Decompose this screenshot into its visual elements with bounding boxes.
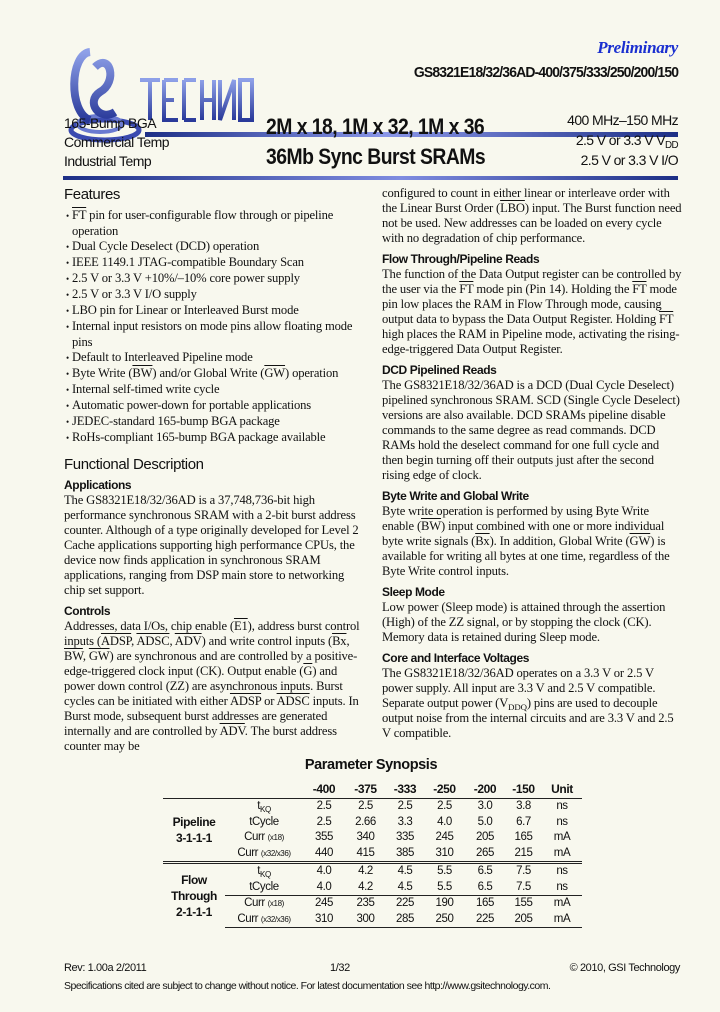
parameter-variant: (x32/x36)	[260, 848, 291, 858]
table-row	[163, 846, 582, 863]
left-column	[64, 186, 366, 754]
signal-name: $\overline{FT}$	[659, 312, 674, 326]
cell-value: 165	[514, 831, 533, 844]
text-run: The GS8321E18/32/36AD is a 37,748,736-bit high performance synchronous SRAM with a 2-bit burst address counter. Although of a type originally developed for Level 2 Cache applications supporting high performance CPUs, the device now finds application in synchronous SRAM applications, ranging from DSP main store to networking chip set support.	[64, 493, 359, 597]
text-run: ), address burst control inputs (	[64, 619, 360, 648]
features-heading: Features	[64, 186, 120, 203]
vdd-text: 2.5 V or 3.3 V V	[575, 132, 666, 148]
signal-name: E1	[233, 619, 248, 633]
text-run: mode pin (Pin 14). Holding the	[473, 282, 633, 296]
text-run: ) are synchronous and are controlled by a positive-edge-triggered clock input (CK). Output enable (	[64, 649, 358, 678]
table-row	[163, 880, 582, 896]
column-header: -150	[512, 782, 535, 796]
cell-value: 4.0	[303, 863, 345, 880]
text-run: Internal self-timed write cycle	[72, 382, 220, 396]
table-row	[163, 896, 582, 912]
document-status: Preliminary	[597, 38, 678, 57]
text-run: Dual Cycle Deselect (DCD) operation	[72, 239, 260, 253]
text-run: pin for user-configurable flow through or pipeline operation	[72, 208, 334, 238]
table-row	[163, 912, 582, 928]
signal-name: $\overline{FT}$	[459, 282, 474, 296]
row-group-label	[163, 863, 225, 928]
parameter-main: Curr	[237, 846, 261, 859]
text-run: IEEE 1149.1 JTAG-compatible Boundary Scan	[72, 255, 304, 269]
features-list	[64, 208, 366, 446]
unit-cell: ns	[556, 880, 568, 893]
signal-name: ADSC	[276, 694, 310, 708]
signal-name: $\overline{ADV}$	[219, 724, 245, 738]
parameter-variant: (x32/x36)	[260, 914, 291, 924]
frequency-range: 400 MHz–150 MHz	[567, 112, 678, 128]
text-run: high places the RAM in Pipeline mode, activating the rising-edge-triggered Data Output Register.	[382, 327, 680, 356]
text-run: RoHs-compliant 165-bump BGA package available	[72, 430, 326, 444]
cell-value: 2.5	[345, 799, 386, 815]
feature-item	[64, 430, 366, 446]
cell-value: 155	[505, 896, 542, 912]
feature-item	[64, 208, 366, 239]
signal-name: $\overline{GW}$	[264, 366, 286, 380]
cell-value: 250	[424, 912, 465, 928]
feature-item	[64, 271, 366, 287]
text-run: Addresses, data I/Os, chip enable (	[64, 619, 234, 633]
cell-value: 2.5	[316, 815, 332, 828]
text-run: Byte write operation is performed by using Byte Write enable (	[382, 504, 649, 533]
signal-name: $\overline{ADV}$	[174, 634, 202, 648]
package-line: Industrial Temp	[64, 153, 152, 169]
cell-value: 235	[345, 896, 386, 912]
cell-value: 310	[435, 846, 454, 859]
cell-value: 385	[396, 846, 414, 859]
unit-cell: mA	[542, 912, 582, 928]
table-row	[163, 863, 582, 880]
cell-value: 7.5	[516, 880, 531, 893]
parameter-name	[225, 912, 303, 928]
parameter-main: Curr	[244, 831, 268, 844]
text-run: ). In addition, Global Write (	[489, 534, 630, 548]
cell-value: 165	[465, 896, 505, 912]
empty-header	[225, 781, 303, 799]
signal-name: ADSP	[100, 634, 132, 648]
signal-name: $\overline{BW}$	[64, 649, 83, 663]
column-header: -250	[433, 782, 456, 796]
package-line: Commercial Temp	[64, 134, 170, 150]
feature-item	[64, 287, 366, 303]
subsection-heading: Applications	[64, 478, 132, 492]
text-run: The GS8321E18/32/36AD is a DCD (Dual Cycle Deselect) pipelined synchronous SRAM. SCD (Single Cycle Deselect) versions are also available. DCD SRAMs pipeline disable commands to the same degree as read commands. DCD RAMs hold the deselect command for one full cycle and then begin turning off their outputs just after the second rising edge of clock.	[382, 378, 680, 482]
text-run: The function of the Data Output register can be controlled by the user via the	[382, 267, 682, 296]
cell-value: 335	[396, 831, 414, 844]
text-run: The GS8321E18/32/36AD operates on a 3.3 V or 2.5 V power supply. All input are 3.3 V and 2.5 V compatible. Separate output power (V	[382, 666, 656, 710]
parameter-name	[225, 815, 303, 831]
unit-cell: mA	[553, 831, 571, 844]
subsection-heading: DCD Pipelined Reads	[382, 363, 497, 377]
subsection-heading: Flow Through/Pipeline Reads	[382, 252, 540, 266]
feature-item	[64, 398, 366, 414]
subsection-body	[382, 504, 682, 579]
cell-value: 5.5	[424, 863, 465, 880]
text-run: Byte Write (	[72, 366, 133, 380]
cell-value: 440	[315, 846, 333, 859]
signal-name: ADSC	[136, 634, 170, 648]
cell-value: 215	[514, 846, 533, 859]
feature-item	[64, 350, 366, 366]
cell-value: 2.5	[386, 799, 424, 815]
functional-left-sections	[64, 478, 366, 754]
text-run: . The burst address counter may be	[64, 724, 337, 753]
cell-value: 4.5	[386, 863, 424, 880]
text-run: inputs. In Burst mode, subsequent burst addresses are generated internally and are controlled by	[64, 694, 359, 738]
cell-value: 2.66	[355, 815, 376, 828]
text-run: JEDEC-standard 165-bump BGA package	[72, 414, 280, 428]
title-line: 36Mb Sync Burst SRAMs	[266, 144, 486, 169]
text-run: mode pin low places the RAM in Flow Through mode, causing output data to bypass the Data Output Register. Holding	[382, 282, 677, 326]
cell-value: 6.7	[516, 815, 531, 828]
subsection-heading: Sleep Mode	[382, 585, 445, 599]
cell-value: 205	[505, 912, 542, 928]
empty-header	[163, 781, 225, 799]
cell-value: 2.5	[424, 799, 465, 815]
page-number: 1/32	[330, 962, 350, 974]
parameter-name	[225, 799, 303, 815]
text-run: Low power (Sleep mode) is attained through the assertion (High) of the ZZ signal, or by stopping the clock (CK). Memory data is retained during Sleep mode.	[382, 600, 666, 644]
electrical-spec	[567, 110, 678, 170]
subsection-heading: Byte Write and Global Write	[382, 489, 529, 503]
cell-value: 4.2	[345, 863, 386, 880]
table-header-row	[163, 781, 582, 799]
cell-value: 3.3	[397, 815, 413, 828]
text-run: Automatic power-down for portable applications	[72, 398, 312, 412]
table-row	[163, 815, 582, 831]
group-label-line: Pipeline	[172, 815, 216, 829]
parameter-subscript: KQ	[259, 870, 271, 880]
signal-name: ADSP	[229, 694, 262, 708]
text-run: 2.5 V or 3.3 V I/O supply	[72, 287, 197, 301]
signal-name: $\overline{LBO}$	[500, 201, 525, 215]
product-title	[266, 112, 485, 172]
cell-value: 4.0	[437, 815, 452, 828]
cell-value: 225	[465, 912, 505, 928]
feature-item	[64, 303, 366, 319]
footer-notice: Specifications cited are subject to change without notice. For latest documentation see http://www.gsitechnology.com.	[64, 980, 551, 992]
footer	[64, 962, 680, 974]
unit-cell: ns	[542, 863, 582, 880]
parameter-name	[225, 896, 303, 912]
column-header: Unit	[551, 782, 573, 796]
part-number: GS8321E18/32/36AD-400/375/333/250/200/150	[413, 64, 678, 81]
controls-continuation	[382, 186, 682, 246]
parameter-name	[225, 880, 303, 896]
signal-name: $\overline{GW}$	[629, 534, 651, 548]
vio-spec: 2.5 V or 3.3 V I/O	[580, 152, 678, 168]
cell-value: 340	[356, 831, 375, 844]
parameter-variant: (x18)	[267, 899, 284, 909]
cell-value: 245	[435, 831, 454, 844]
cell-value: 415	[356, 846, 375, 859]
signal-name: $\overline{GW}$	[88, 649, 110, 663]
feature-item	[64, 255, 366, 271]
text-run: Default to Interleaved Pipeline mode	[72, 350, 253, 364]
cell-value: 285	[386, 912, 424, 928]
cell-value: 3.8	[505, 799, 542, 815]
cell-value: 245	[303, 896, 345, 912]
synopsis-title: Parameter Synopsis	[304, 757, 438, 773]
cell-value: 5.5	[437, 880, 452, 893]
parameter-main: Curr	[244, 897, 268, 910]
text-run: ) and power down control (ZZ) are asynchronous inputs. Burst cycles can be initiated with either	[64, 664, 343, 708]
group-label-line: Through	[171, 888, 217, 903]
group-label-line: 2-1-1-1	[176, 904, 212, 919]
feature-item	[64, 239, 366, 255]
group-label-line: 3-1-1-1	[176, 831, 212, 845]
functional-description-heading: Functional Description	[64, 456, 204, 473]
feature-item	[64, 382, 366, 398]
parameter-name	[225, 863, 303, 880]
functional-right-sections	[382, 252, 682, 741]
subsection-body	[64, 619, 366, 754]
text-run: ) pins are used to decouple output noise from the internal circuits and are 3.3 V and 2.5 V compatible.	[382, 696, 674, 740]
cell-value: 265	[476, 846, 494, 859]
parameter-main: Curr	[237, 912, 261, 925]
cell-value: 2.5	[303, 799, 345, 815]
cell-value: 300	[345, 912, 386, 928]
column-header: -333	[393, 782, 417, 796]
parameter-name	[225, 846, 303, 863]
column-header: -375	[354, 782, 377, 796]
package-info	[64, 114, 169, 171]
cell-value: 6.5	[477, 880, 493, 893]
table-row	[163, 830, 582, 846]
text-run: Internal input resistors on mode pins allow floating mode pins	[72, 319, 353, 349]
column-header: -400	[312, 782, 336, 796]
subsection-body	[64, 493, 366, 598]
cell-value: 225	[386, 896, 424, 912]
feature-item	[64, 319, 366, 350]
cell-value: 190	[424, 896, 465, 912]
parameter-main: tCycle	[249, 880, 279, 893]
vdd-sub: DD	[665, 140, 678, 151]
group-label-line: Flow	[181, 872, 207, 887]
text-run: ) input. The Burst function need not be used. New addresses can be loaded on every cycle with no degradation of chip performance.	[382, 201, 682, 245]
row-group-label	[163, 799, 225, 863]
cell-value: 4.0	[316, 880, 332, 893]
cell-value: 5.0	[477, 815, 493, 828]
right-column	[382, 186, 682, 741]
package-line: 165-Bump BGA	[64, 115, 157, 131]
parameter-synopsis-table	[163, 781, 582, 928]
signal-name: $\overline{BW}$	[421, 519, 442, 533]
text-run: DDQ	[508, 702, 527, 712]
title-line: 2M x 18, 1M x 32, 1M x 36	[266, 114, 485, 139]
subsection-heading: Core and Interface Voltages	[382, 651, 530, 665]
unit-cell: mA	[553, 846, 571, 859]
cell-value: 4.2	[358, 880, 373, 893]
subsection-body	[382, 378, 682, 483]
text-run: ,	[169, 634, 175, 648]
subsection-body	[382, 600, 682, 645]
signal-name: $\overline{G}$	[303, 664, 313, 678]
cell-value: 4.5	[397, 880, 413, 893]
parameter-subscript: KQ	[259, 805, 271, 815]
feature-item	[64, 414, 366, 430]
section-divider	[63, 176, 678, 180]
text-run: configured to count in either linear or interleave order with the Linear Burst Order (	[382, 186, 670, 215]
revision: Rev: 1.00a 2/2011	[64, 962, 147, 974]
text-run: ) operation	[285, 366, 339, 380]
signal-name: $\overline{Bx}$	[475, 534, 490, 548]
table-row	[163, 799, 582, 815]
unit-cell: mA	[542, 896, 582, 912]
parameter-variant: (x18)	[267, 833, 284, 843]
signal-name: $\overline{BW}$	[132, 366, 153, 380]
parameter-main: t	[257, 865, 260, 878]
parameter-main: t	[257, 800, 260, 813]
cell-value: 355	[315, 831, 333, 844]
text-run: ) is available for writing all bytes at one time, regardless of the Byte Write control inputs.	[382, 534, 670, 578]
subsection-body	[382, 267, 682, 357]
text-run: LBO pin for Linear or Interleaved Burst mode	[72, 303, 299, 317]
feature-item	[64, 366, 366, 382]
text-run: 2.5 V or 3.3 V +10%/–10% core power supply	[72, 271, 300, 285]
column-header: -200	[473, 782, 497, 796]
text-run: ) and/or Global Write (	[152, 366, 265, 380]
text-run: ,	[131, 634, 137, 648]
unit-cell: ns	[542, 799, 582, 815]
parameter-name	[225, 830, 303, 846]
parameter-main: tCycle	[249, 815, 279, 828]
text-run: ) input combined with one or more individual byte write signals (	[382, 519, 665, 548]
copyright: © 2010, GSI Technology	[569, 962, 680, 974]
text-run: ) and write control inputs (	[201, 634, 333, 648]
signal-name: $\overline{FT}$	[72, 208, 87, 222]
subsection-heading: Controls	[64, 604, 111, 618]
vdd-spec	[567, 130, 678, 150]
cell-value: 7.5	[505, 863, 542, 880]
cell-value: 205	[476, 831, 494, 844]
unit-cell: ns	[556, 815, 568, 828]
cell-value: 6.5	[465, 863, 505, 880]
cell-value: 310	[303, 912, 345, 928]
cell-value: 3.0	[465, 799, 505, 815]
signal-name: $\overline{FT}$	[632, 282, 647, 296]
text-run: or	[261, 694, 277, 708]
subsection-body	[382, 666, 682, 741]
signal-name: $\overline{Bx}$	[332, 634, 347, 648]
text-run: ,	[82, 649, 89, 663]
text-run: ,	[346, 634, 350, 648]
